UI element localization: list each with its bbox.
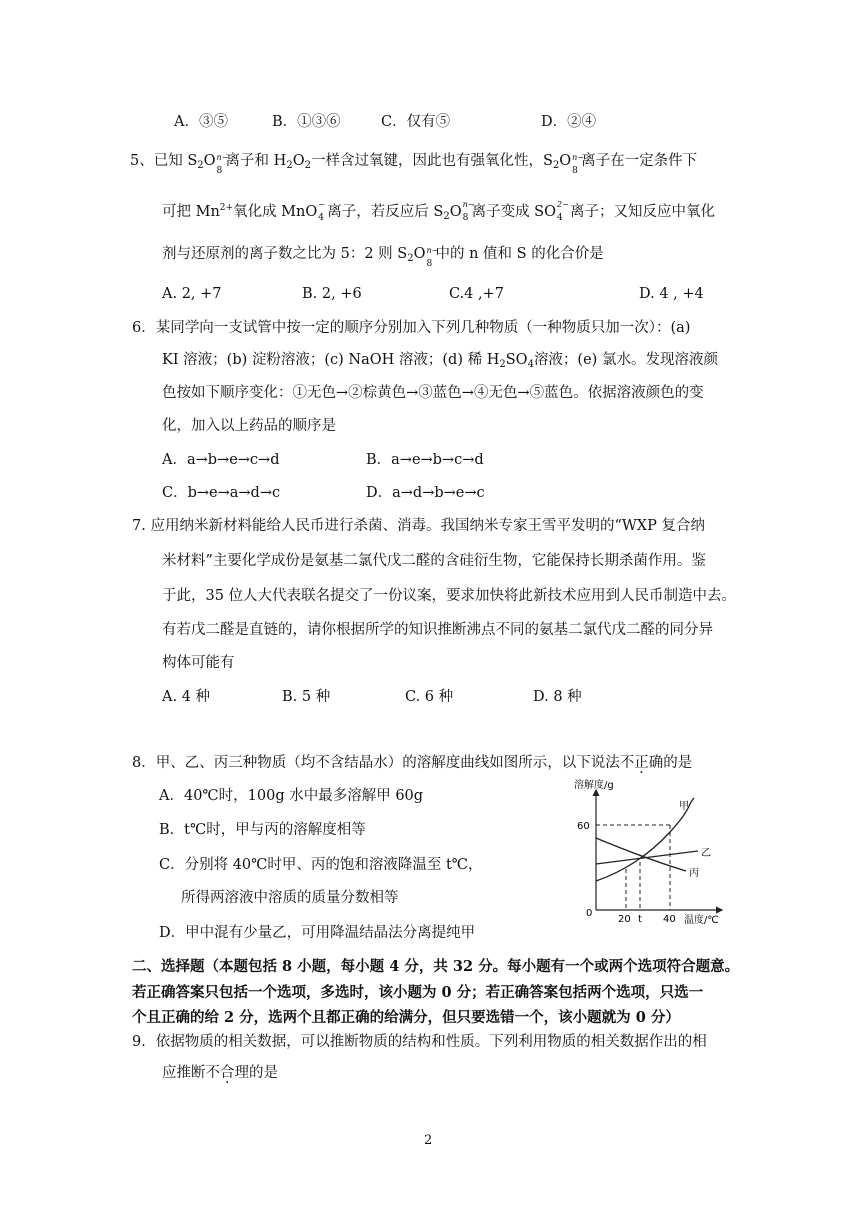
q7-option-d: D. 8 种 [533,689,582,705]
q7-option-b: B. 5 种 [282,689,331,705]
q7-option-c: C. 6 种 [405,689,454,705]
q6-option-a: A．a→b→e→c→d [162,452,280,468]
q6-line-3: 色按如下顺序变化：①无色→②棕黄色→③蓝色→④无色→⑤蓝色。依据溶液颜色的变 [162,385,704,401]
section-2-line-2: 若正确答案只包括一个选项，多选时，该小题为 0 分；若正确答案包括两个选项，只选一 [132,984,704,1001]
tick-t: t [638,914,642,925]
q5-option-d: D. 4 , +4 [639,286,704,302]
solubility-chart [560,776,730,926]
q8-option-c-2: 所得两溶液中溶质的质量分数相等 [181,890,399,906]
section-2-line-1: 二、选择题（本题包括 8 小题，每小题 4 分，共 32 分。每小题有一个或两个选项符合题意。 [132,958,740,975]
q7-line-4: 有若戊二醛是直链的，请你根据所学的知识推断沸点不同的氨基二氯代戊二醛的同分异 [162,622,713,638]
q5-option-c: C.4 ,+7 [449,286,505,302]
q5-line-3: 剂与还原剂的离子数之比为 5：2 则 $S_2O$ n− 8 中的 n 值和 S 的化合价是 [162,246,604,269]
chart-ylabel: 溶解度/g [574,780,614,791]
chart-xlabel: 温度/℃ [684,915,719,926]
q6-option-d: D．a→d→b→e→c [366,485,485,501]
q8-option-b: B．t℃时，甲与丙的溶解度相等 [159,822,366,838]
tick-40: 40 [663,914,676,925]
q5-line-2: 可把 $Mn^{2+}$氧化成 MnO − 4 离子，若反应后 $S_2O$ n− 8 离子变成 SO 2− 4 离子；又知反应中氧化 [162,200,716,223]
q6-option-c: C．b→e→a→d→c [162,485,281,501]
q9-line-1: 9．依据物质的相关数据，可以推断物质的结构和性质。下列利用物质的相关数据作出的相 [132,1034,707,1050]
q5-option-a: A. 2, +7 [162,286,222,302]
tick-20: 20 [618,914,631,925]
q8-option-d: D．甲中混有少量乙，可用降温结晶法分离提纯甲 [159,925,476,941]
q7-line-5: 构体可能有 [162,655,235,671]
page-number: 2 [424,1133,433,1148]
q9-line-2: 应推断不合理的是 [162,1065,278,1081]
q6-line-2: KI 溶液；(b) 淀粉溶液；(c) NaOH 溶液；(d) 稀 $H_2SO_4$溶液；(e) 氯水。发现溶液颜 [162,352,718,370]
q5-option-b: B. 2, +6 [302,286,362,302]
q4-option-a: A．③⑤ [174,114,228,130]
q5-line-1: 5、已知 $S_2O$ n− 8 离子和 $H_2O_2$一样含过氧键，因此也有强氧化性，$S_2O$ n− 8 离子在一定条件下 [130,153,698,176]
section-2-line-3: 个且正确的给 2 分，选两个且都正确的给满分，但只要选错一个，该小题就为 0 分） [132,1009,680,1026]
label-yi: 乙 [701,848,711,859]
label-bing: 丙 [689,868,699,879]
q7-option-a: A. 4 种 [162,689,211,705]
q4-option-b: B．①③⑥ [272,114,341,130]
q8-line-1: 8．甲、乙、丙三种物质（均不含结晶水）的溶解度曲线如图所示，以下说法不正确的是 [132,755,693,771]
q4-option-d: D．②④ [541,114,597,130]
q4-option-c: C．仅有⑤ [381,114,451,130]
q6-option-b: B．a→e→b→c→d [366,452,484,468]
tick-60: 60 [577,821,590,832]
tick-origin: 0 [586,908,593,919]
q6-line-1: 6．某同学向一支试管中按一定的顺序分别加入下列几种物质（一种物质只加一次）：(a) [132,320,691,336]
q7-line-3: 于此，35 位人大代表联名提交了一份议案，要求加快将此新技术应用到人民币制造中去。 [162,588,737,604]
q7-line-1: 7. 应用纳米新材料能给人民币进行杀菌、消毒。我国纳米专家王雪平发明的“WXP 复合纳 [132,518,705,534]
label-jia: 甲 [679,801,689,812]
q8-option-c-1: C．分别将 40℃时甲、丙的饱和溶液降温至 t℃， [159,857,483,873]
q6-line-4: 化，加入以上药品的顺序是 [162,418,336,434]
q8-option-a: A．40℃时，100g 水中最多溶解甲 60g [159,788,424,804]
q7-line-2: 米材料”主要化学成份是氨基二氯代戊二醛的含硅衍生物，它能保持长期杀菌作用。鉴 [162,553,706,569]
